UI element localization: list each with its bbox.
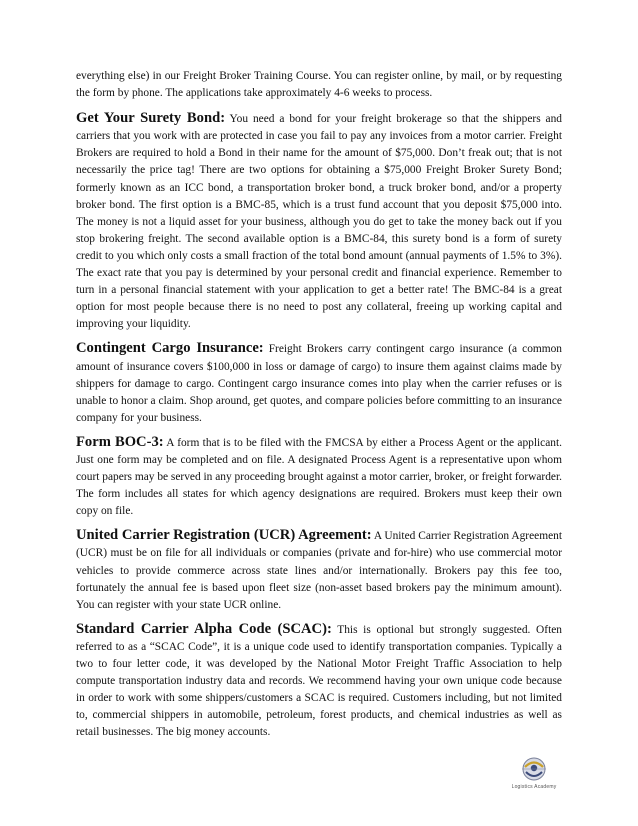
section-surety-bond [76,110,562,333]
section-body: A United Carrier Registration Agreement (UCR) must be on file for all individuals or companies (private and for-hire) who use commercial motor vehicles to provide commerce across state lines and/or internationally. Brokers pay this fee too, fortunately the annual fee is based upon fleet size (non-asset based brokers pay the minimum amount). You can register with your state UCR online. [76,530,562,611]
section-body: This is optional but strongly suggested. Often referred to as a “SCAC Code”, it is a unique code used to identify transportation companies. Typically a two to four letter code, it was developed by the National Motor Freight Traffic Association to help compute transportation industry data and records. We recommend having your own unique code because in order to work with some shippers/customers a SCAC is required. Customers including, but not limited to, commercial shippers in automobile, petroleum, forest products, and chemical industries as well as retail businesses. The big money accounts. [76,623,562,739]
section-heading: Form BOC-3: [76,433,164,450]
logistics-academy-logo-icon [520,756,548,782]
section-body: A form that is to be filed with the FMCSA by either a Process Agent or the applicant. Just one form may be completed and on file. A designated Process Agent is a representative upon whom court papers may be served in any proceeding brought against a motor carrier, broker, or freight forwarder. The form includes all states for which agency designations are required. Brokers must keep their own copy on file. [76,436,563,518]
section-heading: Standard Carrier Alpha Code (SCAC): [76,620,332,637]
intro-paragraph: everything else) in our Freight Broker Training Course. You can register online, by mail, or by requesting the form by phone. The applications take approximately 4-6 weeks to process. [76,70,562,100]
section-body: You need a bond for your freight brokerage so that the shippers and carriers that you work with are protected in case you fail to pay any invoices from a motor carrier. Freight Brokers are required to hold a Bond in their name for the amount of $75,000. Don’t freak out; that is not necessarily the price tag! There are two options for obtaining a $75,000 Freight Broker Surety Bond; formerly known as an ICC bond, a transportation broker bond, a truck broker bond, and/or a property broker bond. The first option is a BMC-85, which is a trust fund account that you deposit $75,000 into. The money is not a liquid asset for your business, although you do get to take the money back out if you stop brokering freight. The second available option is a BMC-84, this surety bond is a form of surety credit to you which only costs a small fraction of the total bond amount (annual payments of 1.5% to 3%). The exact rate that you pay is determined by your personal credit and financial experience. Remember to turn in a personal financial statement with your application to get a better rate! The BMC-84 is a great option for most people because there is no need to post any collateral, freeing up working capital and improving your liquidity. [76,113,562,331]
section-heading: Get Your Surety Bond: [76,110,226,127]
logo-text: Logistics Academy [511,784,557,790]
section-form-boc3 [76,434,562,520]
section-heading: Contingent Cargo Insurance: [76,340,264,357]
section-ucr-agreement [76,527,562,613]
document-page [76,68,562,748]
section-body: Freight Brokers carry contingent cargo insurance (a common amount of insurance covers $100,000 in loss or damage of cargo) to insure them against claims made by shippers for damage to cargo. Contingent cargo insurance comes into play when the carrier refuses or is unable to honor a claim. Shop around, get quotes, and compare policies before committing to an insurance company for your business. [76,343,562,424]
section-scac [76,621,562,742]
logistics-academy-logo [504,756,564,796]
section-contingent-cargo-insurance [76,340,562,426]
section-heading: United Carrier Registration (UCR) Agreement: [76,527,372,544]
